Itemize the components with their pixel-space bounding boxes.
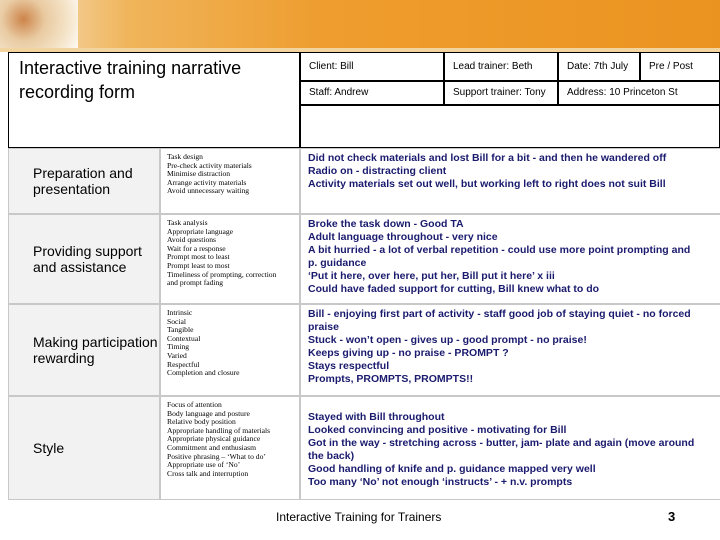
- note-line: Could have faded support for cutting, Bill knew what to do: [308, 283, 600, 295]
- criteria-list: [160, 148, 300, 214]
- footer-text: Interactive Training for Trainers: [276, 510, 442, 524]
- narrative-notes: [300, 214, 720, 304]
- criteria-item: Arrange activity materials: [167, 177, 247, 187]
- note-line: Adult language throughout - very nice: [308, 231, 498, 243]
- info-blank-row: [300, 104, 720, 148]
- page-number: 3: [668, 509, 676, 524]
- criteria-list: [160, 214, 300, 304]
- note-line: Stuck - won’t open - gives up - good prompt - no praise!: [308, 334, 587, 346]
- section-label: Making participation rewarding: [8, 304, 160, 396]
- note-line: Bill - enjoying first part of activity - staff good job of staying quiet - no forced: [308, 308, 691, 320]
- lead-trainer-field: Lead trainer: Beth: [444, 52, 558, 82]
- criteria-item: Appropriate language: [167, 226, 233, 236]
- criteria-item: Cross talk and interruption: [167, 468, 249, 478]
- banner-photo: [0, 0, 78, 48]
- criteria-item: Completion and closure: [167, 368, 240, 378]
- note-line: Broke the task down - Good TA: [308, 218, 464, 230]
- note-line: Stays respectful: [308, 360, 390, 372]
- note-line: praise: [308, 321, 339, 333]
- criteria-item: Focus of attention: [167, 400, 222, 409]
- form-title-line-1: Interactive training narrative: [19, 58, 242, 78]
- criteria-item: Varied: [167, 350, 187, 360]
- criteria-item: Avoid unnecessary waiting: [167, 186, 250, 196]
- note-line: Prompts, PROMPTS, PROMPTS!!: [308, 373, 474, 385]
- form-title-line-2: recording form: [19, 82, 136, 102]
- criteria-item: Social: [167, 316, 186, 326]
- criteria-item: Prompt least to most: [167, 260, 230, 270]
- criteria-item: Contextual: [167, 333, 201, 343]
- criteria-item: Commitment and enthusiasm: [167, 442, 257, 452]
- section-support: [8, 214, 720, 304]
- criteria-item: Task design: [167, 152, 203, 161]
- section-label: Providing support and assistance: [8, 214, 160, 304]
- criteria-item: Pre-check activity materials: [167, 160, 252, 170]
- section-style: [8, 396, 720, 500]
- support-trainer-field: Support trainer: Tony: [444, 80, 558, 106]
- narrative-notes: [300, 396, 720, 500]
- narrative-notes: [300, 304, 720, 396]
- note-line: ‘Put it here, over here, put her, Bill put it here’ x iii: [308, 270, 555, 282]
- note-line: A bit hurried - a lot of verbal repetition - could use more point prompting and: [308, 244, 691, 256]
- note-line: Activity materials set out well, but working left to right does not suit Bill: [308, 178, 666, 190]
- client-field: Client: Bill: [300, 52, 444, 82]
- note-line: Too many ‘No’ not enough ‘instructs’ - + n.v. prompts: [308, 476, 573, 488]
- criteria-item: Appropriate physical guidance: [167, 434, 261, 444]
- note-line: Radio on - distracting client: [308, 165, 447, 177]
- form-title-box: [8, 52, 300, 148]
- address-field: Address: 10 Princeton St: [558, 80, 720, 106]
- criteria-item: Positive phrasing – ‘What to do’: [167, 451, 266, 461]
- criteria-item: Appropriate use of ‘No’: [167, 460, 241, 470]
- criteria-item: Body language and posture: [167, 408, 250, 418]
- criteria-item: Task analysis: [167, 218, 208, 227]
- criteria-item: Tangible: [167, 325, 194, 335]
- pre-post-field: Pre / Post: [640, 52, 720, 82]
- criteria-item: and prompt fading: [167, 278, 224, 288]
- note-line: Did not check materials and lost Bill for a bit - and then he wandered off: [308, 152, 667, 164]
- section-label: Preparation and presentation: [8, 148, 160, 214]
- criteria-item: Avoid questions: [167, 235, 217, 245]
- criteria-item: Relative body position: [167, 417, 236, 427]
- section-preparation: [8, 148, 720, 214]
- narrative-notes: [300, 148, 720, 214]
- criteria-list: [160, 304, 300, 396]
- criteria-item: Minimise distraction: [167, 169, 231, 179]
- section-rewarding: [8, 304, 720, 396]
- criteria-item: Wait for a response: [167, 243, 226, 253]
- criteria-item: Prompt most to least: [167, 252, 230, 262]
- criteria-item: Appropriate handling of materials: [167, 425, 271, 435]
- section-label: Style: [8, 396, 160, 500]
- note-line: Looked convincing and positive - motivating for Bill: [308, 424, 567, 436]
- note-line: Good handling of knife and p. guidance mapped very well: [308, 463, 596, 475]
- date-field: Date: 7th July: [558, 52, 640, 82]
- session-info-table: [300, 52, 720, 148]
- criteria-list: [160, 396, 300, 500]
- criteria-item: Intrinsic: [167, 308, 193, 317]
- note-line: Got in the way - stretching across - butter, jam- plate and again (move around: [308, 437, 695, 449]
- criteria-item: Timing: [167, 342, 190, 352]
- note-line: Keeps giving up - no praise - PROMPT ?: [308, 347, 509, 359]
- note-line: Stayed with Bill throughout: [308, 411, 445, 423]
- note-line: p. guidance: [308, 257, 367, 269]
- note-line: the back): [308, 450, 355, 462]
- criteria-item: Respectful: [167, 359, 200, 369]
- header-banner: [0, 0, 720, 48]
- criteria-item: Timeliness of prompting, correction: [167, 269, 277, 279]
- staff-field: Staff: Andrew: [300, 80, 444, 106]
